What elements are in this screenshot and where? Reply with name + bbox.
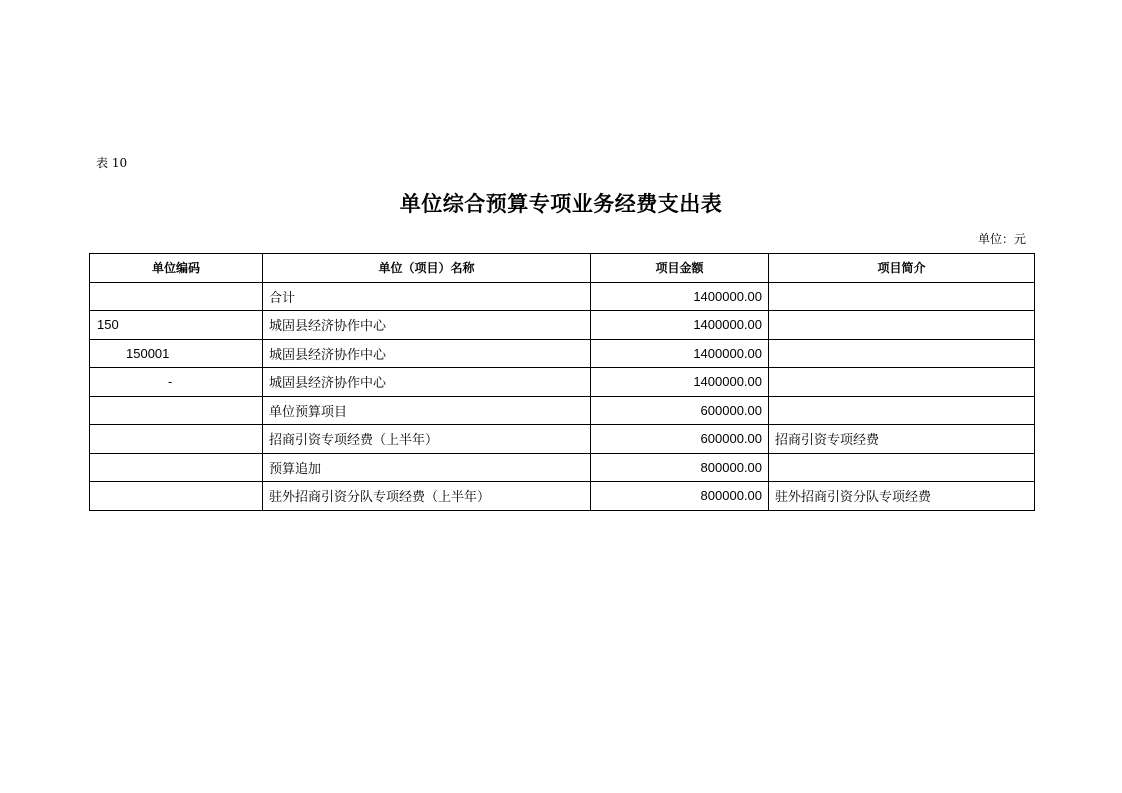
cell-name: 驻外招商引资分队专项经费（上半年） <box>263 482 591 511</box>
table-row <box>90 453 1035 482</box>
cell-name: 城固县经济协作中心 <box>263 311 591 340</box>
cell-code: 150001 <box>90 339 263 368</box>
cell-desc: 驻外招商引资分队专项经费 <box>769 482 1035 511</box>
table-row <box>90 425 1035 454</box>
cell-amount: 1400000.00 <box>591 311 769 340</box>
cell-desc <box>769 396 1035 425</box>
table-header-row <box>90 254 1035 283</box>
header-unit-name: 单位（项目）名称 <box>263 254 591 283</box>
cell-desc: 招商引资专项经费 <box>769 425 1035 454</box>
budget-table <box>89 253 1035 511</box>
table-row <box>90 482 1035 511</box>
cell-amount: 600000.00 <box>591 425 769 454</box>
cell-code <box>90 425 263 454</box>
header-description: 项目简介 <box>769 254 1035 283</box>
cell-amount: 800000.00 <box>591 482 769 511</box>
table-row <box>90 282 1035 311</box>
header-amount: 项目金额 <box>591 254 769 283</box>
cell-code <box>90 482 263 511</box>
cell-desc <box>769 368 1035 397</box>
cell-name: 合计 <box>263 282 591 311</box>
cell-amount: 1400000.00 <box>591 339 769 368</box>
cell-name: 城固县经济协作中心 <box>263 339 591 368</box>
cell-code: - <box>90 368 263 397</box>
table-row <box>90 311 1035 340</box>
cell-amount: 1400000.00 <box>591 282 769 311</box>
cell-desc <box>769 311 1035 340</box>
cell-name: 招商引资专项经费（上半年） <box>263 425 591 454</box>
cell-amount: 600000.00 <box>591 396 769 425</box>
cell-name: 预算追加 <box>263 453 591 482</box>
cell-code <box>90 282 263 311</box>
cell-code <box>90 453 263 482</box>
table-row <box>90 339 1035 368</box>
cell-code <box>90 396 263 425</box>
header-unit-code: 单位编码 <box>90 254 263 283</box>
cell-name: 单位预算项目 <box>263 396 591 425</box>
cell-amount: 1400000.00 <box>591 368 769 397</box>
page-title: 单位综合预算专项业务经费支出表 <box>399 192 723 216</box>
cell-desc <box>769 339 1035 368</box>
cell-amount: 800000.00 <box>591 453 769 482</box>
cell-code: 150 <box>90 311 263 340</box>
cell-desc <box>769 282 1035 311</box>
table-row <box>90 396 1035 425</box>
cell-name: 城固县经济协作中心 <box>263 368 591 397</box>
unit-note: 单位：元 <box>977 232 1026 246</box>
table-number: 表 10 <box>96 156 128 170</box>
table-row <box>90 368 1035 397</box>
cell-desc <box>769 453 1035 482</box>
